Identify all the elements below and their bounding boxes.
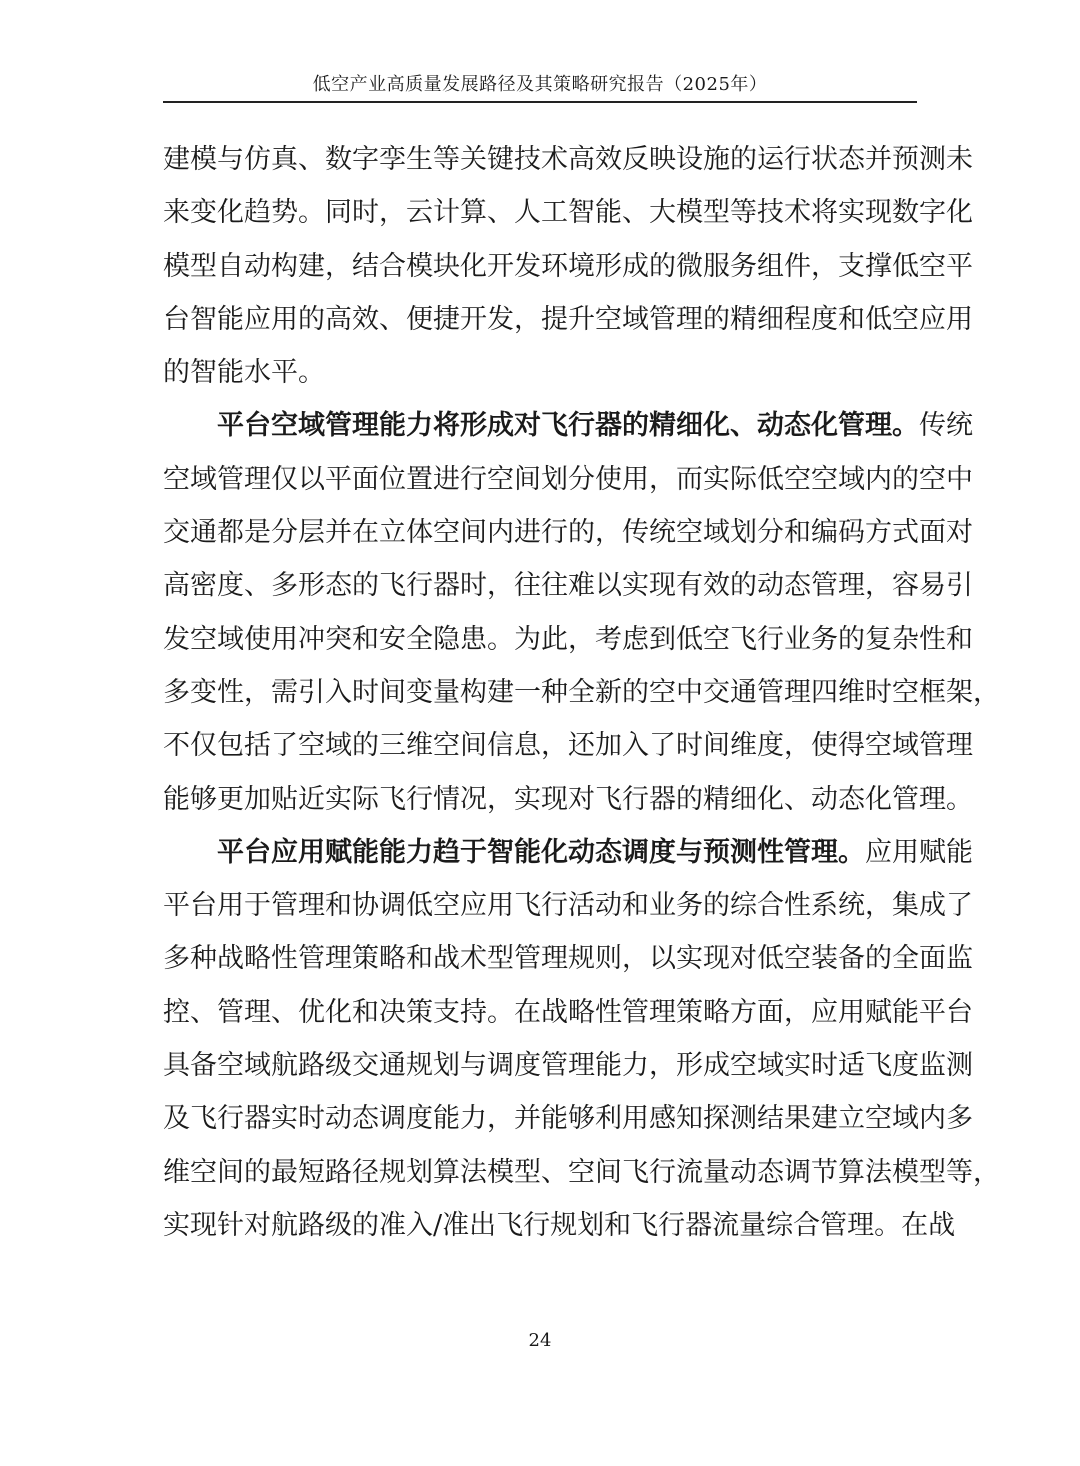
text-line: 台智能应用的高效、便捷开发，提升空域管理的精细程度和低空应用 xyxy=(163,303,973,335)
header-rule xyxy=(163,101,917,103)
text-line: 交通都是分层并在立体空间内进行的，传统空域划分和编码方式面对 xyxy=(163,517,973,549)
paragraph-first-line xyxy=(163,826,973,879)
text-line: 平台用于管理和协调低空应用飞行活动和业务的综合性系统，集成了 xyxy=(163,890,973,922)
page-number: 24 xyxy=(528,1330,552,1351)
text-line: 建模与仿真、数字孪生等关键技术高效反映设施的运行状态并预测未 xyxy=(163,144,973,175)
text-line: 的智能水平。 xyxy=(163,357,325,389)
text-line: 控、管理、优化和决策支持。在战略性管理策略方面，应用赋能平台 xyxy=(163,996,973,1028)
text-line: 发空域使用冲突和安全隐患。为此，考虑到低空飞行业务的复杂性和 xyxy=(163,623,973,655)
text-line: 不仅包括了空域的三维空间信息，还加入了时间维度，使得空域管理 xyxy=(163,730,973,762)
text-run: 传统 xyxy=(919,410,973,442)
text-line: 高密度、多形态的飞行器时，往往难以实现有效的动态管理，容易引 xyxy=(163,570,973,602)
text-line: 维空间的最短路径规划算法模型、空间飞行流量动态调节算法模型等， xyxy=(163,1156,1000,1188)
text-line: 空域管理仅以平面位置进行空间划分使用，而实际低空空域内的空中 xyxy=(163,463,973,495)
text-line: 多变性，需引入时间变量构建一种全新的空中交通管理四维时空框架， xyxy=(163,676,1000,708)
running-header: 低空产业高质量发展路径及其策略研究报告（2025年） xyxy=(312,74,768,95)
text-line: 多种战略性管理策略和战术型管理规则，以实现对低空装备的全面监 xyxy=(163,943,973,975)
text-line: 具备空域航路级交通规划与调度管理能力，形成空域实时适飞度监测 xyxy=(163,1050,973,1082)
paragraph-heading: 平台应用赋能能力趋于智能化动态调度与预测性管理。 xyxy=(217,836,865,868)
text-line: 及飞行器实时动态调度能力，并能够利用感知探测结果建立空域内多 xyxy=(163,1103,973,1135)
paragraph-heading: 平台空域管理能力将形成对飞行器的精细化、动态化管理。 xyxy=(217,410,919,442)
text-line: 实现针对航路级的准入/准出飞行规划和飞行器流量综合管理。在战 xyxy=(163,1209,956,1241)
text-line: 能够更加贴近实际飞行情况，实现对飞行器的精细化、动态化管理。 xyxy=(163,783,973,815)
text-line: 来变化趋势。同时，云计算、人工智能、大模型等技术将实现数字化 xyxy=(163,197,973,229)
text-line: 模型自动构建，结合模块化开发环境形成的微服务组件，支撑低空平 xyxy=(163,250,973,282)
body-text xyxy=(163,133,1000,1252)
text-run: 应用赋能 xyxy=(865,836,973,868)
paragraph-first-line xyxy=(163,399,973,452)
